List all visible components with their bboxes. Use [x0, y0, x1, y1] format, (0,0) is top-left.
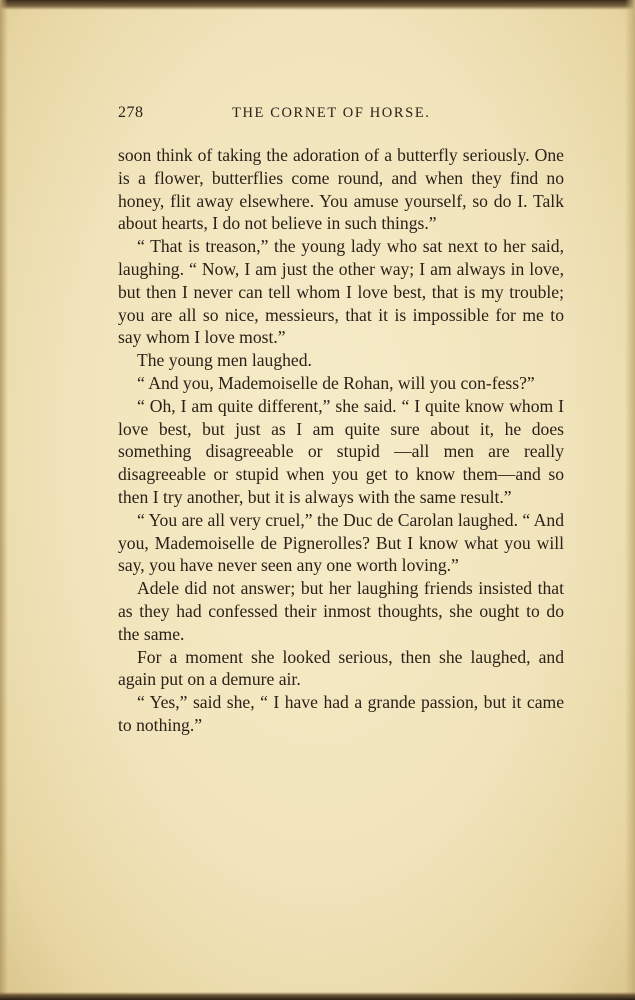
body-text: [118, 144, 564, 737]
paragraph: “ You are all very cruel,” the Duc de Carolan laughed. “ And you, Mademoiselle de Pignerolles? But I know what you will say, you have never seen any one worth loving.”: [118, 509, 564, 576]
paragraph: soon think of taking the adoration of a butterfly seriously. One is a flower, butterflies come round, and when they find no honey, flit away elsewhere. You amuse yourself, so do I. Talk about hearts, I do not believe in such things.”: [118, 145, 564, 234]
running-head: THE CORNET OF HORSE.: [232, 105, 431, 121]
paragraph: The young men laughed.: [137, 350, 312, 371]
page-left-edge: [0, 0, 8, 1000]
page-header: [118, 104, 564, 128]
paragraph: “ Yes,” said she, “ I have had a grande passion, but it came to nothing.”: [118, 692, 564, 735]
paragraph: “ That is treason,” the young lady who sat next to her said, laughing. “ Now, I am just the other way; I am always in love, but then I never can tell whom I love best, that is my trouble; you are all so nice, messieurs, that it is impossible for me to say whom I love most.”: [118, 236, 564, 348]
paragraph: Adele did not answer; but her laughing friends insisted that as they had confessed their inmost thoughts, she ought to do the same.: [118, 578, 564, 644]
paragraph: For a moment she looked serious, then she laughed, and again put on a demure air.: [118, 646, 564, 690]
page-right-edge: [625, 0, 635, 1000]
page-number: 278: [118, 104, 144, 121]
paragraph: “ And you, Mademoiselle de Rohan, will you con-fess?”: [137, 372, 535, 393]
page-top-shadow: [0, 0, 635, 10]
page-bottom-shadow: [0, 992, 635, 1000]
paragraph: “ Oh, I am quite different,” she said. “ I quite know whom I love best, but just as I am quite sure about it, he does something disagreeable or stupid —all men are really disagreeable or stupid when you get to know them—and so then I try another, but it is always with the same result.”: [118, 395, 564, 507]
